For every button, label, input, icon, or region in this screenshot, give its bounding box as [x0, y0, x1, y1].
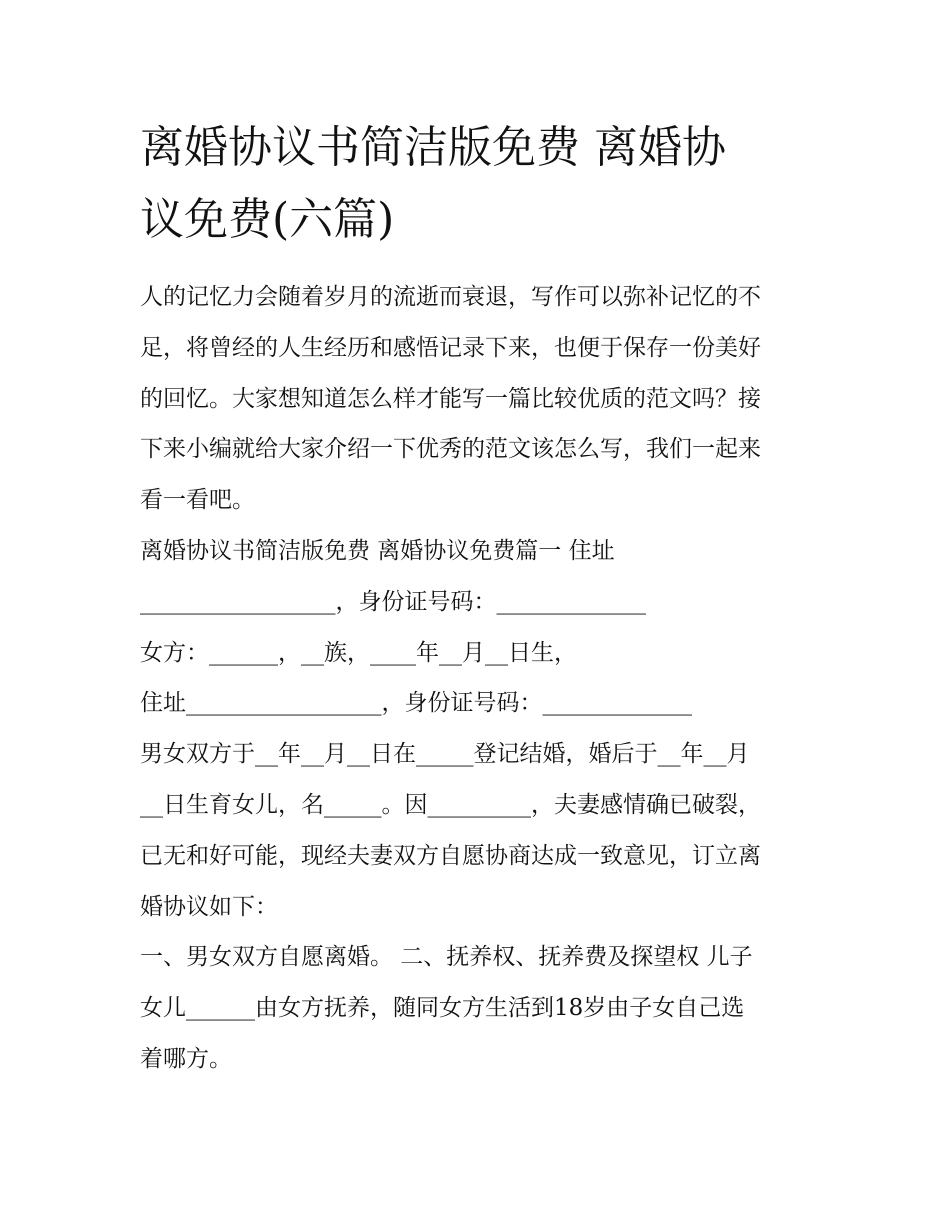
text-line: 住址_________________，身份证号码：_____________ — [140, 690, 692, 717]
text-line: 着哪方。 — [140, 1045, 232, 1072]
text-line: 婚协议如下： — [140, 893, 278, 920]
text-line: 女儿______由女方抚养，随同女方生活到18岁由子女自己选 — [140, 995, 745, 1022]
text-line: __日生育女儿，名_____。因_________，夫妻感情确已破裂， — [140, 791, 761, 818]
section-heading: 离婚协议书简洁版免费 离婚协议免费篇一 住址 — [140, 537, 615, 564]
text-line: 已无和好可能，现经夫妻双方自愿协商达成一致意见，订立离 — [140, 842, 761, 869]
text-line: 人的记忆力会随着岁月的流逝而衰退，写作可以弥补记忆的不 — [140, 284, 761, 310]
text-line: 一、男女双方自愿离婚。 二、抚养权、抚养费及探望权 儿子 — [140, 944, 753, 971]
text-line: 女方：______，__族，____年__月__日生， — [140, 639, 577, 666]
text-line: _________________，身份证号码：_____________ — [140, 588, 646, 615]
document-body — [140, 272, 820, 1085]
document-page — [140, 112, 820, 1085]
document-title — [140, 112, 820, 256]
text-line: 男女双方于__年__月__日在_____登记结婚，婚后于__年__月 — [140, 741, 750, 768]
text-line: 足，将曾经的人生经历和感悟记录下来，也便于保存一份美好 — [140, 334, 761, 361]
text-line: 下来小编就给大家介绍一下优秀的范文该怎么写，我们一起来 — [140, 436, 761, 463]
text-line: 看一看吧。 — [140, 487, 255, 514]
title-line: 离婚协议书简洁版免费 离婚协 — [140, 122, 726, 173]
text-line: 的回忆。大家想知道怎么样才能写一篇比较优质的范文吗？接 — [140, 385, 761, 412]
title-line: 议免费(六篇) — [140, 194, 395, 245]
